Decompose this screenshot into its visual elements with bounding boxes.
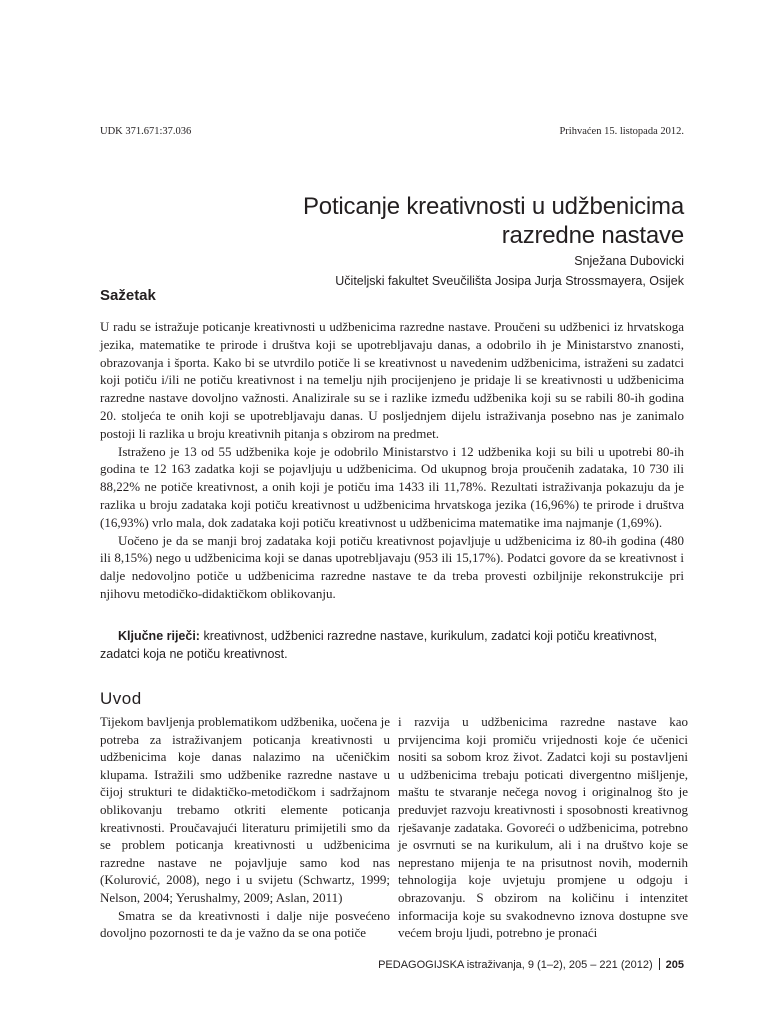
abstract-paragraph: U radu se istražuje poticanje kreativnosti u udžbenicima razredne nastave. Proučeni su udžbenici iz hrvatskoga jezika, matematike te prirode i društva koji se upotrebljavaju danas, a odobrilo ih je Ministarstvo znanosti, obrazovanja i športa. Kako bi se utvrdilo potiče li se kreativnost u navedenim udžbenicima, istraženi su zadatci koji potiču i/ili ne potiču kreativnost i na temelju njih procijenjeno je pridaje li se kreativnosti u udžbenicima razredne nastave dovoljno važnosti. Analizirale su se i razlike između udžbenika koji su se rabili 80-ih godina 20. stoljeća te onih koji se upotrebljavaju danas. U posljednjem dijelu istraživanja posebno nas je zanimalo postoji li razlika u broju kreativnih pitanja s obzirom na predmet. — [100, 319, 684, 441]
abstract-paragraph: Uočeno je da se manji broj zadataka koji potiču kreativnost pojavljuje u udžbenicima iz 80-ih godina (480 ili 8,15%) nego u udžbenicima koji se danas upotrebljavaju (953 ili 15,17%). Podatci govore da se kreativnost i dalje nedovoljno potiče u udžbenicima razredne nastave te da treba provesti ozbiljnije rekonstrukcije pri njihovu metodičko-didaktičkom oblikovanju. — [100, 532, 684, 601]
udk-code: UDK 371.671:37.036 — [100, 126, 192, 137]
abstract-body — [100, 318, 684, 603]
accepted-date: Prihvaćen 15. listopada 2012. — [559, 126, 684, 137]
intro-heading: Uvod — [100, 689, 142, 708]
article-title-line1: Poticanje kreativnosti u udžbenicima — [302, 193, 684, 221]
page-footer — [378, 958, 684, 971]
abstract-paragraph: Istraženo je 13 od 55 udžbenika koje je odobrilo Ministarstvo i 12 udžbenika koji su bili u upotrebi 80-ih godina te 12 163 zadatka koji se pojavljuju u udžbenicima. Od ukupnog broja proučenih zadataka, 10 730 ili 88,22% ne potiče kreativnost, a onih koji je potiču ima 1433 ili 11,78%. Rezultati istraživanja pokazuju da je razlika u broju zadataka koji potiču kreativnost u udžbenicima hrvatskoga jezika (16,96%) te prirode i društva (16,93%) vrlo mala, dok zadataka koji potiču kreativnost u udžbenicima matematike ima najmanje (1,69%). — [100, 443, 684, 530]
page-number: 205 — [665, 959, 684, 971]
author-name: Snježana Dubovicki — [574, 254, 684, 268]
abstract-heading: Sažetak — [100, 287, 156, 304]
keywords-list: kreativnost, udžbenici razredne nastave, kurikulum, zadatci koji potiču kreativnost, zadatci koja ne potiču kreativnost. — [100, 629, 658, 661]
intro-paragraph: Tijekom bavljenja problematikom udžbenika, uočena je potreba za istraživanjem poticanja kreativnosti u udžbenicima koje danas nalazimo na učeničkim klupama. Istražili smo udžbenike razredne nastave u čijoj strukturi te didaktičko-metodičkom i sadržajnom oblikovanju trebamo otkriti elemente poticanja kreativnosti. Proučavajući literaturu primijetili smo da se problem poticanja kreativnosti u udžbenicima razredne nastave ne pojavljuje samo kod nas (Kolurović, 2008), nego i u svijetu (Schwartz, 1999; Nelson, 2004; Yerushalmy, 2009; Aslan, 2011) — [100, 714, 390, 905]
author-block — [335, 251, 684, 291]
intro-paragraph: Smatra se da kreativnosti i dalje nije posvećeno dovoljno pozornosti te da je važno da se ona potiče — [100, 907, 390, 941]
author-affiliation: Učiteljski fakultet Sveučilišta Josipa Jurja Strossmayera, Osijek — [335, 274, 684, 288]
citation: , 9 (1–2), 205 – 221 (2012) — [521, 959, 653, 971]
article-title-line2: razredne nastave — [501, 222, 684, 250]
article-title — [100, 192, 684, 250]
journal-name: PEDAGOGIJSKA istraživanja — [378, 959, 522, 971]
footer-divider — [659, 958, 660, 970]
intro-column-left — [100, 713, 390, 942]
keywords — [100, 627, 684, 663]
intro-column-right — [398, 713, 688, 942]
intro-paragraph: i razvija u udžbenicima razredne nastave kao prvijencima koji promiču vrijednosti koje će učenici nositi sa sobom kroz život. Zadatci koji su postavljeni u udžbenicima trebaju poticati divergentno mišljenje, maštu te stvaranje nečega novog i originalnog što je preduvjet razvoju kreativnosti i sposobnosti kreativnog rješavanje zadataka. Govoreći o udžbenicima, potrebno je osvrnuti se na kurikulum, ali i na društvo koje se neprestano mijenja te na prisutnost novih, modernih tehnologija koje uvjetuju promjene u odgoju i obrazovanju. S obzirom na količinu i intenzitet informacija koje su svakodnevno iznova dostupne sve većem broju ljudi, potrebno je pronaći — [398, 714, 688, 941]
keywords-label: Ključne riječi: — [118, 629, 200, 643]
